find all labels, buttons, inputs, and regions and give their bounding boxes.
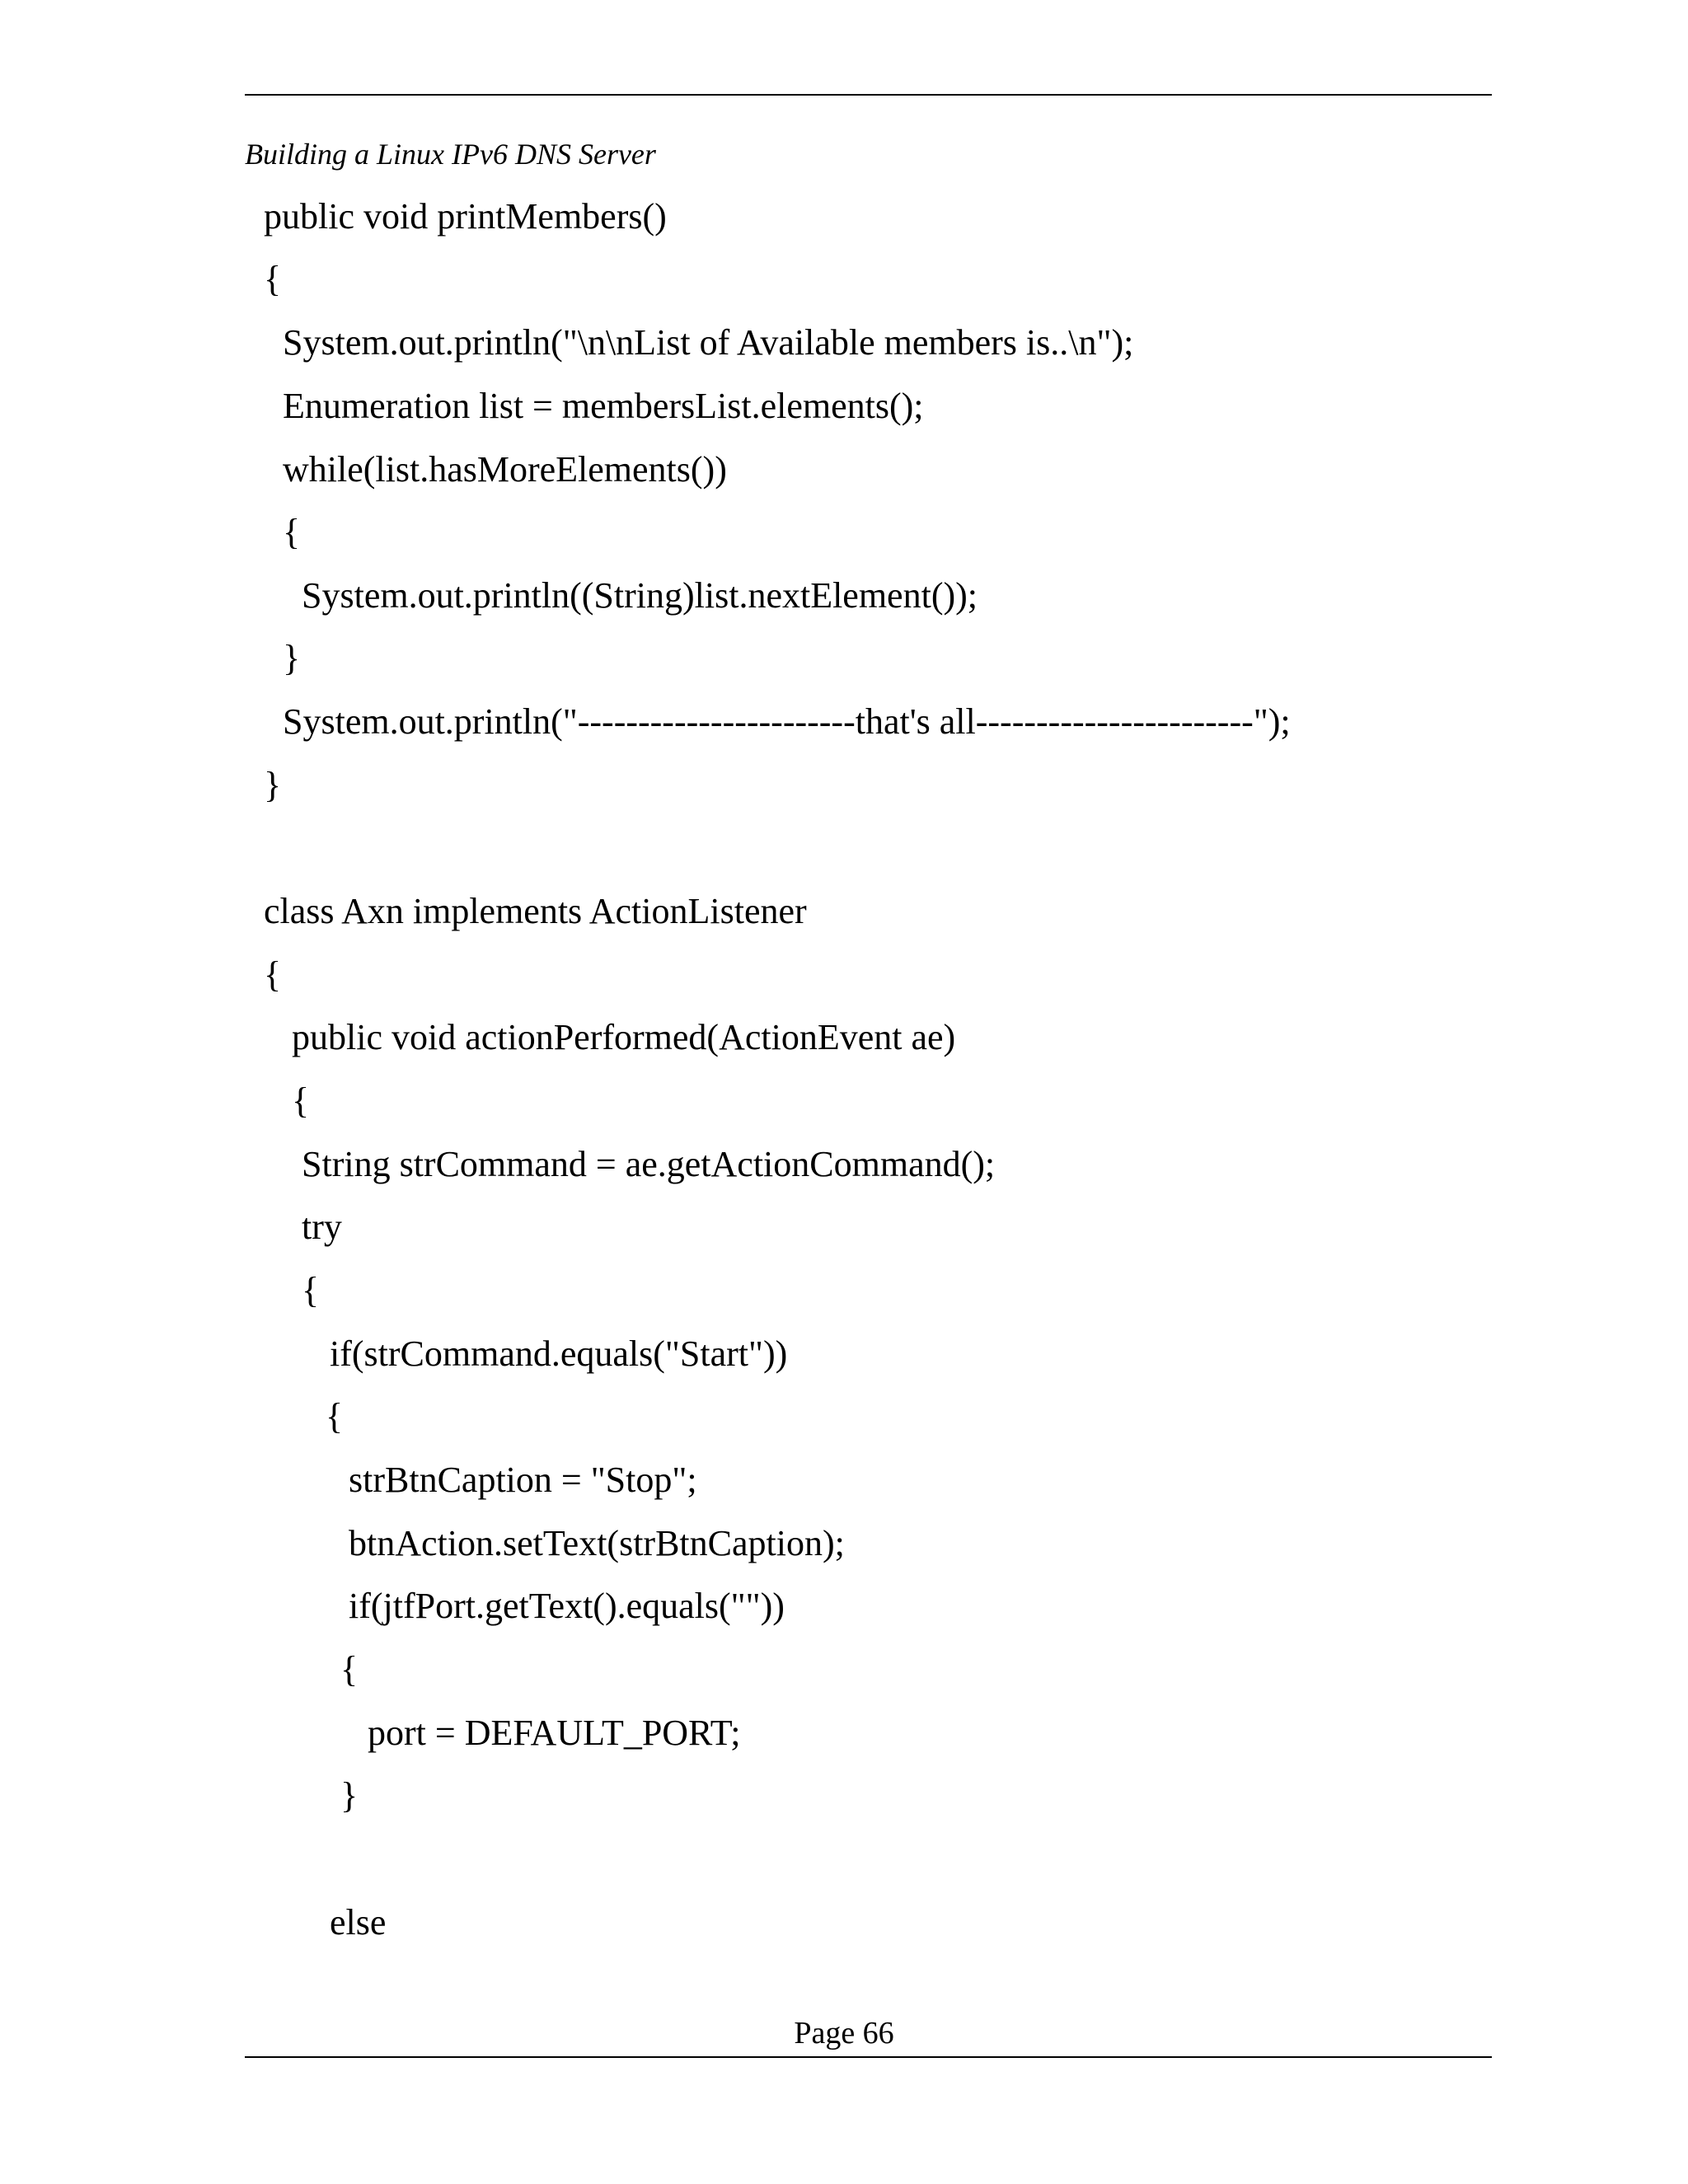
code-line: btnAction.setText(strBtnCaption); xyxy=(349,1523,845,1563)
code-line: { xyxy=(302,1270,320,1310)
code-line: public void actionPerformed(ActionEvent ae) xyxy=(292,1017,956,1057)
code-line: if(jtfPort.getText().equals("")) xyxy=(349,1586,785,1626)
code-line: } xyxy=(264,765,282,805)
code-line: System.out.println((String)list.nextElement()); xyxy=(302,575,978,616)
code-line: strBtnCaption = "Stop"; xyxy=(349,1460,697,1500)
code-line: { xyxy=(326,1396,344,1436)
code-line: else xyxy=(330,1902,387,1943)
code-line: { xyxy=(283,512,301,552)
code-line: class Axn implements ActionListener xyxy=(264,891,807,931)
header-rule xyxy=(245,94,1492,96)
code-line: System.out.println("-----------------------that's all-----------------------"); xyxy=(283,701,1291,742)
code-line: } xyxy=(340,1775,359,1816)
footer-rule xyxy=(245,2056,1492,2058)
code-line: { xyxy=(340,1649,359,1690)
code-line: port = DEFAULT_PORT; xyxy=(368,1713,741,1753)
code-line: public void printMembers() xyxy=(264,196,667,237)
code-line: if(strCommand.equals("Start")) xyxy=(330,1333,788,1374)
code-line: { xyxy=(292,1080,310,1121)
code-line: { xyxy=(264,954,282,995)
code-line: } xyxy=(283,638,301,678)
code-line: System.out.println("\n\nList of Available members is..\n"); xyxy=(283,322,1134,363)
page-number: Page 66 xyxy=(794,2016,894,2050)
code-line: Enumeration list = membersList.elements(); xyxy=(283,386,924,426)
code-line: while(list.hasMoreElements()) xyxy=(283,449,727,490)
running-header: Building a Linux IPv6 DNS Server xyxy=(245,138,656,171)
code-line: { xyxy=(264,259,282,299)
code-line: String strCommand = ae.getActionCommand(); xyxy=(302,1144,996,1184)
code-line: try xyxy=(302,1207,342,1247)
